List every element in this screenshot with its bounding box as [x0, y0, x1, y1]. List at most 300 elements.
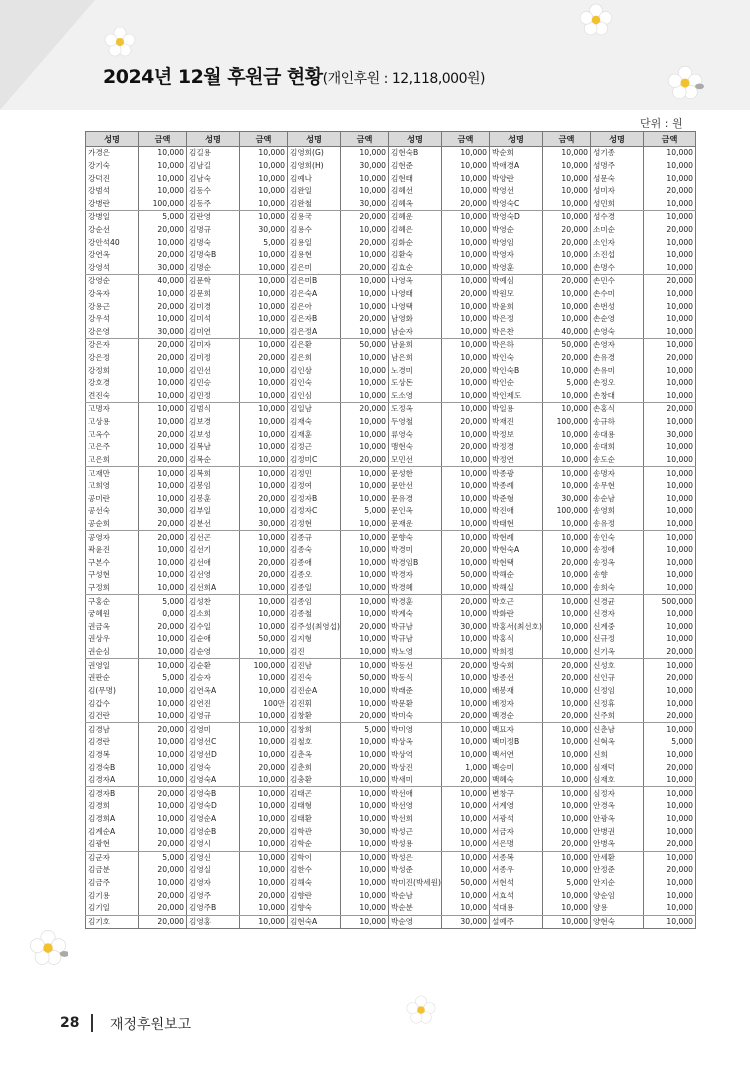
- donor-name: 박영선: [490, 185, 543, 198]
- donor-amount: 10,000: [240, 313, 288, 326]
- donor-name: 김영숙D: [187, 800, 240, 813]
- donor-amount: 20,000: [543, 659, 591, 672]
- donor-amount: 10,000: [543, 800, 591, 813]
- page-title: [103, 62, 485, 89]
- donor-name: 권순심: [86, 646, 139, 659]
- donor-name: 박경미: [389, 544, 442, 557]
- donor-name: 박은찬: [490, 326, 543, 339]
- donor-amount: 10,000: [139, 749, 187, 762]
- donor-amount: 50,000: [341, 672, 389, 685]
- table-row: [86, 889, 696, 902]
- donor-amount: 10,000: [442, 749, 490, 762]
- donor-amount: 10,000: [341, 608, 389, 621]
- donor-name: 김정미C: [288, 454, 341, 467]
- donor-amount: 100만: [240, 697, 288, 710]
- donor-amount: 10,000: [240, 261, 288, 274]
- donor-amount: 10,000: [341, 595, 389, 608]
- donor-name: 김종철: [288, 608, 341, 621]
- donor-name: 김미자: [187, 339, 240, 352]
- donor-amount: 10,000: [442, 185, 490, 198]
- donor-name: 박선애: [389, 787, 442, 800]
- table-row: [86, 390, 696, 403]
- donor-name: 김영주: [187, 889, 240, 902]
- donor-amount: 10,000: [139, 800, 187, 813]
- table-row: [86, 236, 696, 249]
- donor-amount: 10,000: [543, 608, 591, 621]
- donor-name: 신경자: [591, 608, 644, 621]
- donor-name: 김영자: [187, 877, 240, 890]
- donor-name: 박진애: [490, 505, 543, 518]
- donor-name: 강은정: [86, 352, 139, 365]
- donor-amount: 10,000: [442, 787, 490, 800]
- donor-amount: 10,000: [240, 249, 288, 262]
- donor-name: 김민정: [187, 390, 240, 403]
- donor-name: 공미란: [86, 492, 139, 505]
- donor-name: 김동주: [187, 197, 240, 210]
- donor-name: 강연옥: [86, 249, 139, 262]
- donor-amount: 10,000: [240, 480, 288, 493]
- donor-amount: 10,000: [341, 390, 389, 403]
- donor-name: 신정휴: [591, 697, 644, 710]
- donor-name: 박순희: [490, 147, 543, 160]
- donor-amount: 20,000: [139, 902, 187, 915]
- donor-amount: 10,000: [543, 774, 591, 787]
- donor-name: 손명수: [591, 261, 644, 274]
- donor-name: 김은희: [288, 352, 341, 365]
- donor-name: 김봉임: [187, 480, 240, 493]
- donor-name: 김연진: [187, 697, 240, 710]
- donor-name: 김화순: [389, 236, 442, 249]
- table-row: [86, 813, 696, 826]
- donor-name: 김춘희: [288, 761, 341, 774]
- donor-name: 손정오: [591, 377, 644, 390]
- donor-amount: 20,000: [341, 261, 389, 274]
- donor-amount: 10,000: [139, 147, 187, 160]
- donor-amount: 10,000: [644, 505, 696, 518]
- donor-name: 박화란: [490, 608, 543, 621]
- header-amount: 금액: [240, 132, 288, 147]
- table-row: [86, 428, 696, 441]
- donor-name: 박호근: [490, 595, 543, 608]
- donor-amount: 10,000: [341, 416, 389, 429]
- donor-amount: 10,000: [543, 825, 591, 838]
- donor-amount: 20,000: [139, 300, 187, 313]
- donor-name: 김보성: [187, 428, 240, 441]
- donor-amount: 10,000: [341, 646, 389, 659]
- donor-name: 박정보: [490, 428, 543, 441]
- donor-name: 김수일: [187, 621, 240, 634]
- donor-name: 김은숙A: [288, 288, 341, 301]
- donor-name: 심정자: [591, 787, 644, 800]
- donor-amount: 10,000: [543, 160, 591, 173]
- donor-amount: 10,000: [240, 877, 288, 890]
- donor-name: 김선희A: [187, 582, 240, 595]
- donor-amount: 10,000: [341, 172, 389, 185]
- donor-name: 손번성: [591, 300, 644, 313]
- donor-name: 김영숙A: [187, 774, 240, 787]
- donor-name: 백경순: [490, 710, 543, 723]
- donor-name: 신혁옥: [591, 736, 644, 749]
- donor-amount: 10,000: [442, 236, 490, 249]
- donor-amount: 10,000: [139, 313, 187, 326]
- table-row: [86, 736, 696, 749]
- donor-amount: 10,000: [644, 480, 696, 493]
- donor-amount: 30,000: [240, 224, 288, 237]
- donor-amount: 30,000: [543, 492, 591, 505]
- donor-amount: 10,000: [139, 364, 187, 377]
- donor-amount: 5,000: [139, 851, 187, 864]
- donor-name: 김종숙: [288, 544, 341, 557]
- donor-name: 남순자: [389, 326, 442, 339]
- table-row: [86, 403, 696, 416]
- table-row: [86, 160, 696, 173]
- donor-amount: 10,000: [543, 454, 591, 467]
- donor-amount: 10,000: [240, 736, 288, 749]
- donor-name: 송명자: [591, 467, 644, 480]
- donor-amount: 20,000: [139, 352, 187, 365]
- donor-amount: 10,000: [341, 275, 389, 288]
- donor-amount: 10,000: [139, 467, 187, 480]
- donor-amount: 10,000: [341, 685, 389, 698]
- donor-amount: 50,000: [240, 633, 288, 646]
- donor-name: 박은정: [490, 313, 543, 326]
- donor-amount: 50,000: [543, 339, 591, 352]
- donor-amount: 20,000: [341, 621, 389, 634]
- donor-name: 소진섭: [591, 249, 644, 262]
- donor-name: 공선숙: [86, 505, 139, 518]
- donor-amount: 10,000: [644, 915, 696, 929]
- donor-name: 박경혜: [389, 582, 442, 595]
- donor-amount: 10,000: [341, 582, 389, 595]
- donor-name: 문재운: [389, 518, 442, 531]
- donor-amount: 10,000: [139, 685, 187, 698]
- table-header-row: [86, 132, 696, 147]
- table-row: [86, 300, 696, 313]
- table-row: [86, 787, 696, 800]
- donor-amount: 20,000: [442, 288, 490, 301]
- donor-amount: 10,000: [139, 697, 187, 710]
- donor-amount: 10,000: [442, 454, 490, 467]
- donor-amount: 10,000: [341, 544, 389, 557]
- donor-name: 김종애: [288, 557, 341, 570]
- donor-amount: 10,000: [644, 774, 696, 787]
- donor-amount: 10,000: [139, 492, 187, 505]
- donor-name: 성문숙: [591, 172, 644, 185]
- donor-name: 박순영: [389, 915, 442, 929]
- donor-amount: 20,000: [543, 672, 591, 685]
- donor-amount: 10,000: [442, 672, 490, 685]
- table-row: [86, 249, 696, 262]
- donor-amount: 20,000: [240, 557, 288, 570]
- donor-name: 박영숙C: [490, 197, 543, 210]
- donor-amount: 10,000: [543, 787, 591, 800]
- table-row: [86, 147, 696, 160]
- donor-name: 김남길: [187, 160, 240, 173]
- donor-amount: 10,000: [644, 787, 696, 800]
- donor-name: 김영시: [187, 838, 240, 851]
- donor-amount: 20,000: [543, 838, 591, 851]
- header-amount: 금액: [543, 132, 591, 147]
- donor-name: 박상진: [389, 761, 442, 774]
- donor-amount: 10,000: [139, 160, 187, 173]
- donor-name: 김정민: [288, 467, 341, 480]
- donor-amount: 10,000: [644, 326, 696, 339]
- donor-name: 김소희: [187, 608, 240, 621]
- donor-name: 안세환: [591, 851, 644, 864]
- donor-amount: 10,000: [139, 761, 187, 774]
- donor-name: 강은영: [86, 326, 139, 339]
- donor-name: 방숙희: [490, 659, 543, 672]
- donor-name: 김정여: [288, 480, 341, 493]
- donor-amount: 10,000: [240, 608, 288, 621]
- donor-name: 김미석: [187, 313, 240, 326]
- donor-amount: 10,000: [644, 339, 696, 352]
- donor-name: 고희영: [86, 480, 139, 493]
- donor-amount: 10,000: [644, 749, 696, 762]
- donor-name: 김승자: [187, 672, 240, 685]
- donor-name: 김현숙A: [288, 915, 341, 929]
- donor-name: 박성은: [389, 851, 442, 864]
- donor-amount: 10,000: [139, 877, 187, 890]
- donor-name: 문인옥: [389, 505, 442, 518]
- donor-name: 김인숙: [288, 377, 341, 390]
- donor-amount: 10,000: [644, 889, 696, 902]
- donor-name: 김정현: [288, 518, 341, 531]
- donor-amount: 10,000: [543, 480, 591, 493]
- donor-name: 구정희: [86, 582, 139, 595]
- donor-name: 손영자: [591, 339, 644, 352]
- donor-name: 박규남: [389, 633, 442, 646]
- donor-amount: 10,000: [139, 403, 187, 416]
- donor-amount: 20,000: [341, 710, 389, 723]
- donor-amount: 10,000: [543, 428, 591, 441]
- donor-amount: 10,000: [139, 825, 187, 838]
- donor-name: 송정애: [591, 544, 644, 557]
- donor-name: 김정자C: [288, 505, 341, 518]
- table-row: [86, 838, 696, 851]
- donor-amount: 10,000: [644, 467, 696, 480]
- donor-name: 김범식: [187, 403, 240, 416]
- donor-amount: 30,000: [240, 518, 288, 531]
- donor-name: 손영숙: [591, 326, 644, 339]
- donor-amount: 10,000: [442, 608, 490, 621]
- donor-amount: 20,000: [240, 825, 288, 838]
- donor-amount: 10,000: [442, 531, 490, 544]
- donor-amount: 20,000: [139, 224, 187, 237]
- donor-name: 변창구: [490, 787, 543, 800]
- donor-amount: 10,000: [139, 288, 187, 301]
- donor-amount: 10,000: [543, 889, 591, 902]
- donor-name: 김용일: [288, 236, 341, 249]
- donor-name: 김인심: [288, 390, 341, 403]
- header-name: 성명: [389, 132, 442, 147]
- donor-amount: 20,000: [139, 723, 187, 736]
- donor-amount: 20,000: [139, 428, 187, 441]
- donor-amount: 10,000: [341, 288, 389, 301]
- donor-name: 박영자: [490, 249, 543, 262]
- donor-name: 박상옥: [389, 736, 442, 749]
- donor-name: 김진숙: [288, 672, 341, 685]
- donor-amount: 10,000: [543, 185, 591, 198]
- donor-name: 김예나: [288, 172, 341, 185]
- donor-name: 소인자: [591, 236, 644, 249]
- donor-amount: 10,000: [442, 825, 490, 838]
- donor-name: 김지형: [288, 633, 341, 646]
- donor-name: 박동선: [389, 659, 442, 672]
- donor-amount: 20,000: [644, 646, 696, 659]
- donor-amount: 10,000: [442, 224, 490, 237]
- donor-name: 고명자: [86, 403, 139, 416]
- donor-amount: 10,000: [442, 275, 490, 288]
- donor-amount: 10,000: [341, 480, 389, 493]
- table-row: [86, 224, 696, 237]
- donor-amount: 10,000: [240, 902, 288, 915]
- donor-amount: 40,000: [543, 326, 591, 339]
- donor-amount: 30,000: [442, 915, 490, 929]
- donor-name: 송순남: [591, 492, 644, 505]
- donor-name: 김은정A: [288, 326, 341, 339]
- donor-amount: 5,000: [139, 595, 187, 608]
- donor-amount: 10,000: [442, 147, 490, 160]
- donor-amount: 10,000: [644, 608, 696, 621]
- donor-name: 김현준: [389, 160, 442, 173]
- donor-amount: 10,000: [644, 531, 696, 544]
- donor-amount: 10,000: [644, 416, 696, 429]
- donor-name: 서광석: [490, 813, 543, 826]
- donor-name: 김문희: [187, 288, 240, 301]
- donor-amount: 10,000: [139, 582, 187, 595]
- donor-name: 박경훈: [389, 595, 442, 608]
- table-row: [86, 261, 696, 274]
- donor-name: 김금주: [86, 877, 139, 890]
- donor-name: 김계순A: [86, 825, 139, 838]
- donor-name: 도상돈: [389, 377, 442, 390]
- donor-name: 김일남: [288, 403, 341, 416]
- donor-name: 강영석: [86, 261, 139, 274]
- donor-name: 김선애: [187, 557, 240, 570]
- donor-amount: 5,000: [543, 877, 591, 890]
- donor-name: 권금옥: [86, 621, 139, 634]
- donor-amount: 10,000: [240, 749, 288, 762]
- donor-amount: 10,000: [240, 864, 288, 877]
- donor-name: 김길용: [187, 147, 240, 160]
- table-row: [86, 595, 696, 608]
- donor-amount: 10,000: [543, 761, 591, 774]
- donor-name: 박성근: [389, 825, 442, 838]
- donor-amount: 10,000: [644, 569, 696, 582]
- donor-name: 박애경A: [490, 160, 543, 173]
- donor-amount: 10,000: [543, 736, 591, 749]
- donor-amount: 10,000: [240, 838, 288, 851]
- donor-name: 나영태: [389, 288, 442, 301]
- donor-name: 배정자: [490, 697, 543, 710]
- donor-name: 김해숙: [288, 877, 341, 890]
- donor-name: 강우석: [86, 313, 139, 326]
- donor-amount: 10,000: [442, 851, 490, 864]
- donor-name: 송무현: [591, 480, 644, 493]
- donor-name: 손홍식: [591, 403, 644, 416]
- donor-amount: 20,000: [644, 185, 696, 198]
- donor-name: 구홍순: [86, 595, 139, 608]
- donor-name: 신정임: [591, 685, 644, 698]
- flower-decoration-icon: [666, 64, 704, 102]
- donor-amount: 10,000: [240, 339, 288, 352]
- donor-name: 박영훈: [490, 261, 543, 274]
- donor-name: 김순애: [187, 633, 240, 646]
- donor-amount: 10,000: [240, 454, 288, 467]
- donor-name: 김재훈: [288, 428, 341, 441]
- donor-amount: 30,000: [341, 825, 389, 838]
- donor-amount: 10,000: [442, 249, 490, 262]
- donor-amount: 100,000: [543, 416, 591, 429]
- donor-name: 김란영: [187, 211, 240, 224]
- donor-amount: 10,000: [341, 147, 389, 160]
- donor-name: 강기숙: [86, 160, 139, 173]
- donor-name: 박선희: [389, 813, 442, 826]
- donor-name: 신희: [591, 749, 644, 762]
- donor-amount: 10,000: [543, 864, 591, 877]
- donor-amount: 10,000: [644, 390, 696, 403]
- donor-name: 김군자: [86, 851, 139, 864]
- donor-name: 서계영: [490, 800, 543, 813]
- table-row: [86, 864, 696, 877]
- donor-name: 박정경: [490, 441, 543, 454]
- donor-amount: 20,000: [442, 710, 490, 723]
- donor-name: 김진순A: [288, 685, 341, 698]
- donor-amount: 10,000: [442, 377, 490, 390]
- donor-name: 신주희: [591, 710, 644, 723]
- table-row: [86, 774, 696, 787]
- table-row: [86, 339, 696, 352]
- donor-amount: 10,000: [644, 877, 696, 890]
- donor-name: 김인삼: [288, 364, 341, 377]
- donor-name: 김(무명): [86, 685, 139, 698]
- donor-amount: 10,000: [644, 825, 696, 838]
- donor-amount: 10,000: [341, 787, 389, 800]
- flower-decoration-icon: [405, 994, 437, 1026]
- donor-amount: 10,000: [442, 428, 490, 441]
- donor-amount: 10,000: [442, 800, 490, 813]
- donor-amount: 20,000: [240, 761, 288, 774]
- donor-amount: 10,000: [139, 544, 187, 557]
- donor-amount: 20,000: [139, 454, 187, 467]
- table-row: [86, 505, 696, 518]
- donor-amount: 20,000: [240, 569, 288, 582]
- table-row: [86, 480, 696, 493]
- donor-amount: 10,000: [644, 851, 696, 864]
- donor-name: 안병옥: [591, 838, 644, 851]
- table-row: [86, 185, 696, 198]
- donor-name: 박홍식: [490, 633, 543, 646]
- donor-name: 김정근: [288, 441, 341, 454]
- donor-name: 김영희(H): [288, 160, 341, 173]
- donor-amount: 10,000: [341, 441, 389, 454]
- header-amount: 금액: [442, 132, 490, 147]
- donor-amount: 20,000: [341, 236, 389, 249]
- donor-name: 김창환: [288, 710, 341, 723]
- table-row: [86, 659, 696, 672]
- donor-name: 신기옥: [591, 646, 644, 659]
- donor-name: 권상우: [86, 633, 139, 646]
- donor-name: 서현석: [490, 877, 543, 890]
- table-row: [86, 633, 696, 646]
- donor-amount: 10,000: [543, 403, 591, 416]
- donor-amount: 20,000: [543, 224, 591, 237]
- donor-amount: 10,000: [341, 659, 389, 672]
- header-name: 성명: [490, 132, 543, 147]
- donor-amount: 20,000: [139, 249, 187, 262]
- donor-amount: 20,000: [543, 236, 591, 249]
